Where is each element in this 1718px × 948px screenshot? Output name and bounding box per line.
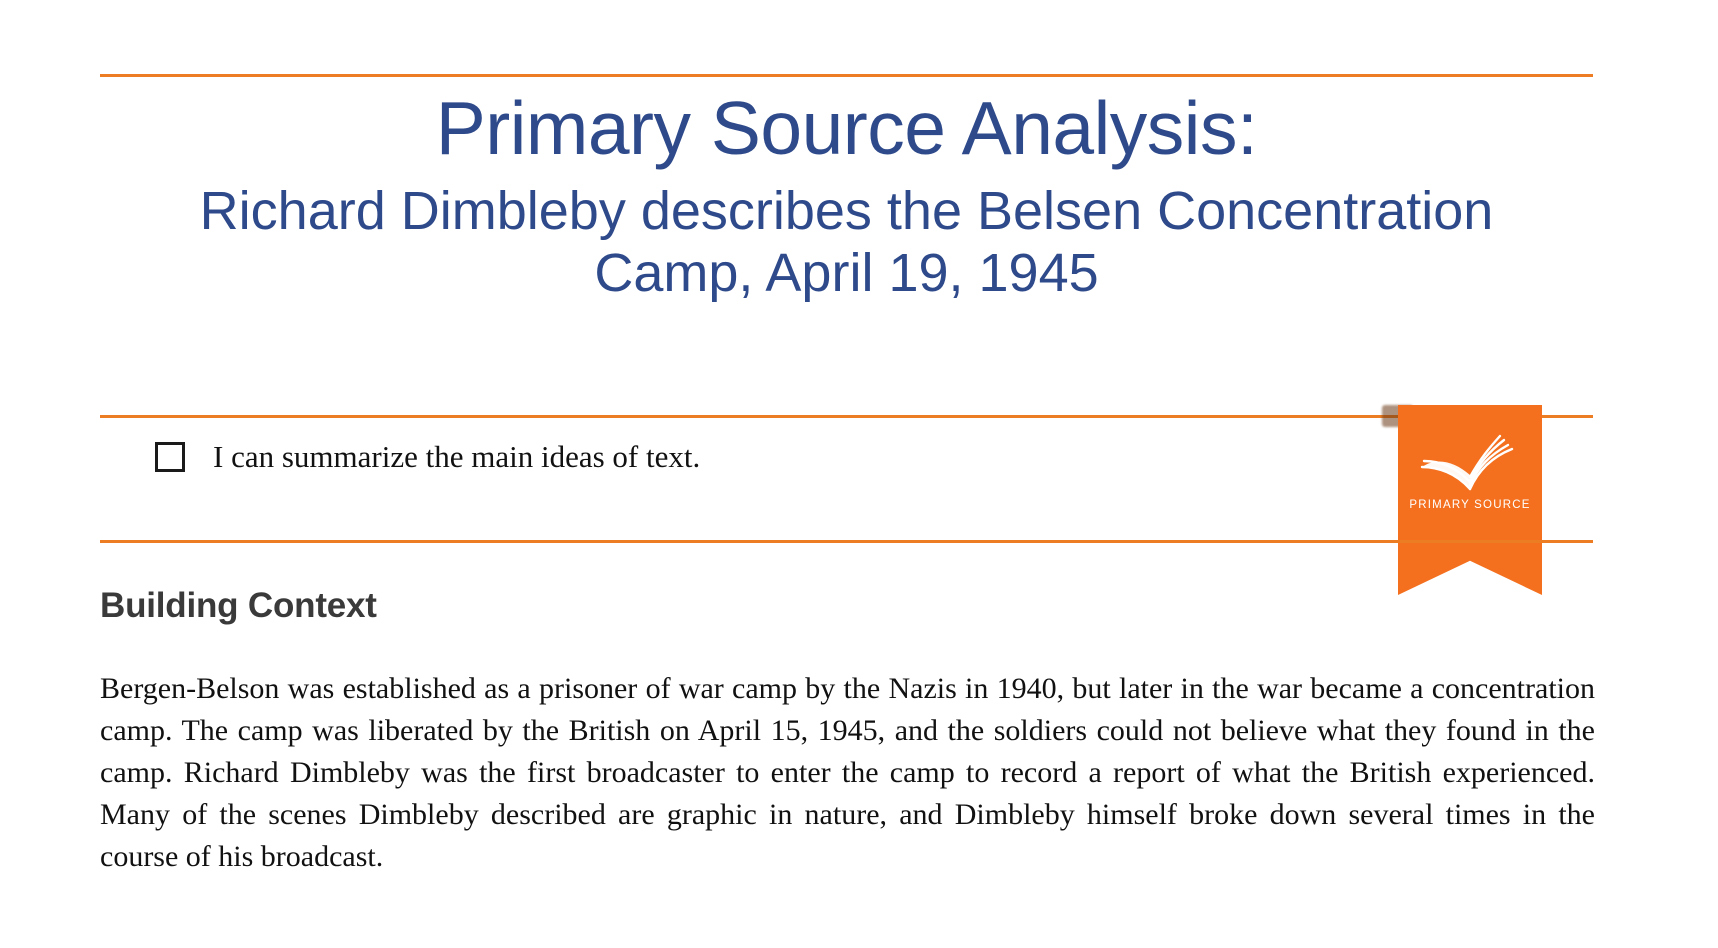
divider-top (100, 74, 1593, 77)
objective-checkbox[interactable] (155, 442, 185, 472)
badge-label: PRIMARY SOURCE (1409, 499, 1531, 511)
primary-source-badge (1382, 405, 1542, 595)
section-paragraph: Bergen-Belson was established as a prisoner of war camp by the Nazis in 1940, but later in the war became a concentration camp. The camp was liberated by the British on April 15, 1945, and the soldiers could not believe what they found in the camp. Richard Dimbleby was the first broadcaster to enter the camp to record a report of what the British experienced. Many of the scenes Dimbleby described are graphic in nature, and Dimbleby himself broke down several times in the course of his broadcast. (100, 672, 1595, 873)
title-block (100, 84, 1593, 304)
divider-middle (100, 415, 1593, 418)
section-heading: Building Context (100, 586, 377, 625)
divider-bottom (100, 540, 1593, 543)
page-subtitle: Richard Dimbleby describes the Belsen Concentration Camp, April 19, 1945 (199, 181, 1494, 303)
open-book-icon (1416, 427, 1524, 497)
badge-content (1398, 427, 1542, 547)
learning-objective (155, 440, 700, 474)
objective-label: I can summarize the main ideas of text. (213, 439, 701, 474)
page-title: Primary Source Analysis: (435, 86, 1258, 170)
